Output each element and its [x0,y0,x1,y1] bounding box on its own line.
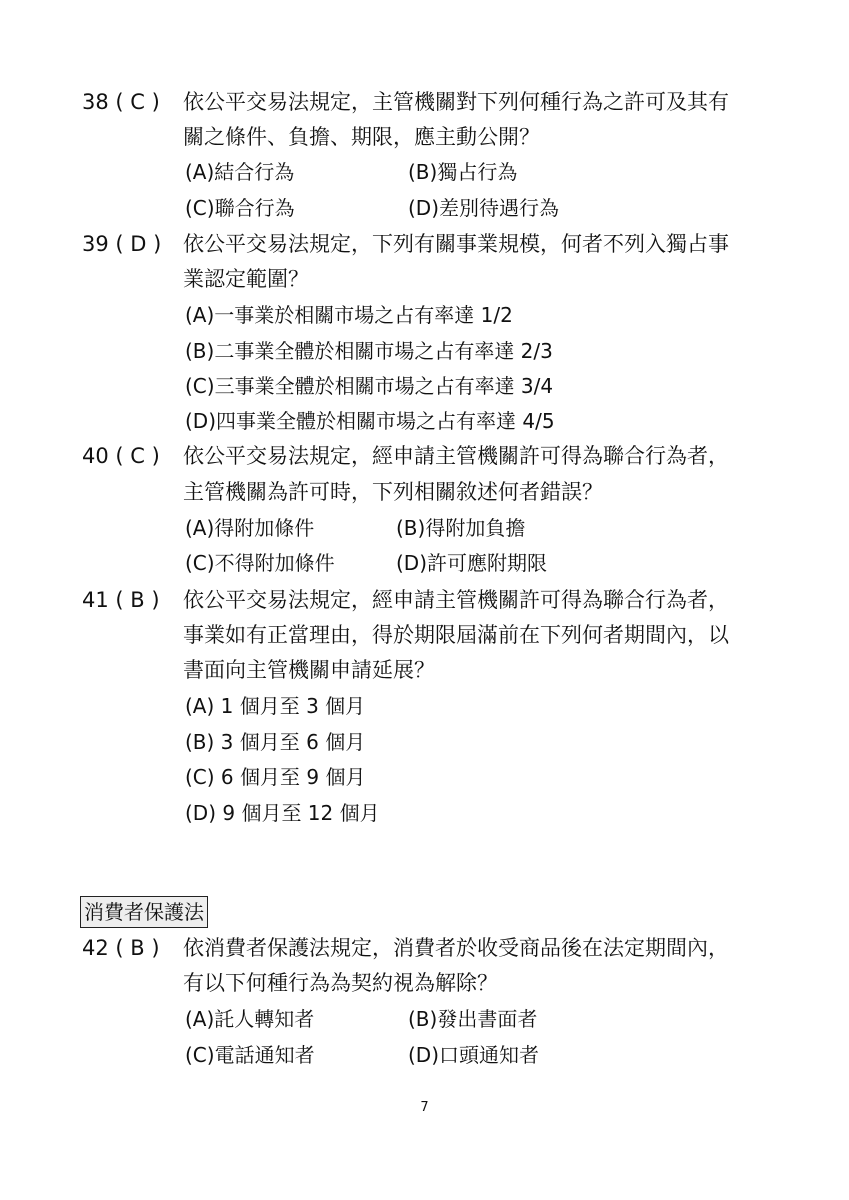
question-stem-line: 事業如有正當理由，得於期限屆滿前在下列何者期間內，以 [183,623,729,647]
question-stem-line: 依公平交易法規定，下列有關事業規模，何者不列入獨占事 [183,232,729,256]
option-d: (D)許可應附期限 [396,551,548,575]
option-d: (D)四事業全體於相關市場之占有率達 4/5 [185,409,555,433]
question-stem-line: 主管機關為許可時，下列相關敘述何者錯誤？ [183,480,603,504]
option-b: (B)得附加負擔 [396,516,526,540]
question-stem-line: 依公平交易法規定，經申請主管機關許可得為聯合行為者， [183,588,729,612]
question-stem-line: 有以下何種行為為契約視為解除？ [183,971,498,995]
option-c: (C)聯合行為 [185,196,295,220]
option-c: (C) 6 個月至 9 個月 [185,765,366,789]
option-a: (A)結合行為 [185,160,295,184]
question-stem-line: 依公平交易法規定，主管機關對下列何種行為之許可及其有 [183,90,729,114]
option-a: (A)一事業於相關市場之占有率達 1/2 [185,303,513,327]
page-number: 7 [420,1100,429,1115]
option-c: (C)不得附加條件 [185,551,335,575]
option-b: (B)發出書面者 [408,1007,538,1031]
question-number: 41 ( B ) [82,588,160,612]
option-c: (C)三事業全體於相關市場之占有率達 3/4 [185,374,554,398]
question-stem-line: 關之條件、負擔、期限，應主動公開？ [183,125,540,149]
section-heading: 消費者保護法 [80,896,208,928]
question-number: 39 ( D ) [82,232,162,256]
option-a: (A) 1 個月至 3 個月 [185,694,366,718]
question-stem-line: 依公平交易法規定，經申請主管機關許可得為聯合行為者， [183,444,729,468]
option-b: (B)二事業全體於相關市場之占有率達 2/3 [185,339,553,363]
question-number: 38 ( C ) [82,90,160,114]
option-b: (B)獨占行為 [408,160,518,184]
option-d: (D)差別待遇行為 [408,196,560,220]
question-stem-line: 書面向主管機關申請延展？ [183,658,435,682]
option-a: (A)託人轉知者 [185,1007,315,1031]
option-b: (B) 3 個月至 6 個月 [185,730,366,754]
option-d: (D) 9 個月至 12 個月 [185,801,380,825]
question-number: 40 ( C ) [82,444,160,468]
question-number: 42 ( B ) [82,936,160,960]
option-d: (D)口頭通知者 [408,1043,540,1067]
question-stem-line: 依消費者保護法規定，消費者於收受商品後在法定期間內， [183,936,729,960]
option-a: (A)得附加條件 [185,516,315,540]
question-stem-line: 業認定範圍？ [183,267,309,291]
option-c: (C)電話通知者 [185,1043,315,1067]
